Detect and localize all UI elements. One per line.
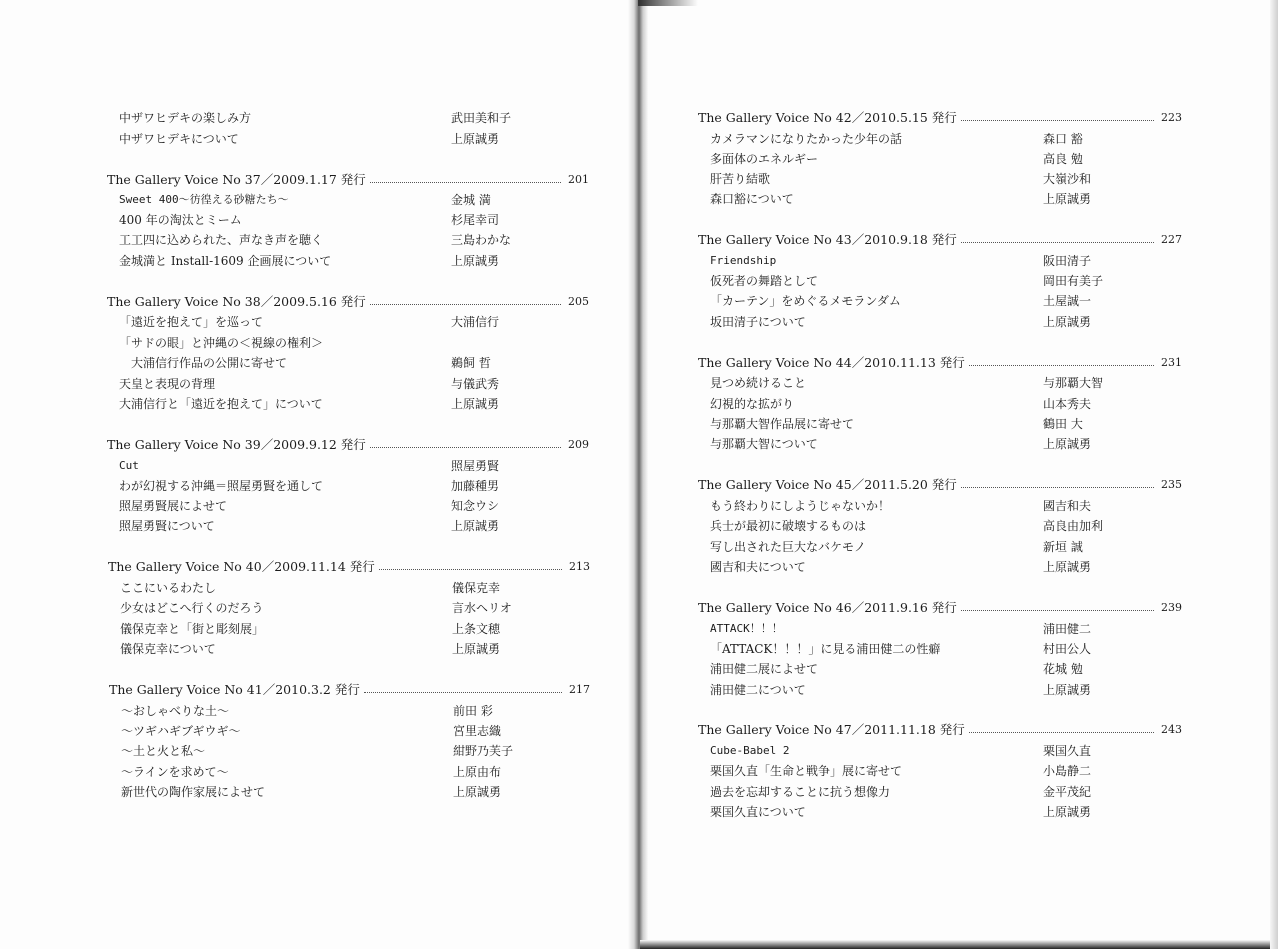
item-author: 宮里志織 [453,724,502,738]
item-author: 村田公人 [1043,642,1092,656]
section-heading [109,680,591,700]
left-page [0,0,636,949]
right-page [642,0,1278,949]
item-title: 与那覇大智について [710,437,818,451]
item-title: 仮死者の舞踏として [710,274,819,288]
item-title: 幻視的な拡がり [710,397,795,411]
item-author: 高良 勉 [1043,152,1083,166]
item-author: 大嶺沙和 [1043,172,1092,186]
item-author: 大浦信行 [451,315,500,329]
item-title: もう終わりにしようじゃないか！ [710,499,891,513]
item-title: 写し出された巨大なバケモノ [710,540,866,554]
list-item [119,108,539,128]
item-author: 上原誠勇 [1043,437,1092,451]
item-title: ～土と火と私～ [121,744,206,758]
item-title: 森口豁について [710,192,794,206]
section-heading [107,170,589,190]
leader-dots [961,120,1154,121]
item-title: 新世代の陶作家展によせて [121,785,266,799]
page-number: 217 [569,683,590,696]
section-heading [698,598,1180,618]
item-title: 少女はどこへ行くのだろう [120,601,264,615]
item-author: 与儀武秀 [451,377,500,391]
section-heading [108,557,590,577]
item-author: 上原由布 [453,765,502,779]
section-heading [698,720,1180,740]
issue-title: The Gallery Voice No 40／2009.11.14 発行 [108,559,375,574]
item-title: 國吉和夫について [710,560,806,574]
item-author: 前田 彩 [453,704,493,718]
item-author: 小島静二 [1043,764,1092,778]
item-author: 上原誠勇 [1043,315,1092,329]
issue-title: The Gallery Voice No 42／2010.5.15 発行 [698,110,957,125]
item-author: 土屋誠一 [1043,294,1092,308]
leader-dots [969,732,1154,733]
leader-dots [370,447,561,448]
item-author: 森口 豁 [1043,132,1083,146]
item-author: 杉尾幸司 [451,213,500,227]
item-author: 与那覇大智 [1043,376,1104,390]
item-author: 高良由加利 [1043,519,1104,533]
item-title: 「ATTACK！！！」に見る浦田健二の性癖 [710,642,941,656]
book-gutter [628,0,648,949]
item-author: 栗国久直 [1043,744,1092,758]
item-title: 大浦信行と「遠近を抱えて」について [119,397,323,411]
item-title: 兵士が最初に破壊するものは [710,519,867,533]
item-title: Sweet 400～彷徨える砂糖たち～ [119,193,289,206]
issue-title: The Gallery Voice No 37／2009.1.17 発行 [107,172,366,187]
item-title: 見つめ続けること [710,376,807,390]
item-title: 中ザワヒデキについて [119,132,239,146]
item-title: ～ツギハギブギウギ～ [121,724,241,738]
item-title: ～おしゃべりな土～ [121,704,230,718]
item-author: 岡田有美子 [1043,274,1104,288]
issue-title: The Gallery Voice No 41／2010.3.2 発行 [109,682,360,697]
item-author: 鶴田 大 [1043,417,1083,431]
leader-dots [969,365,1154,366]
item-title: 金城満と Install-1609 企画展について [119,254,332,268]
item-title: わが幻視する沖縄＝照屋勇賢を通して [119,479,324,493]
item-title: 浦田健二について [710,683,806,697]
item-title: 儀保克幸と「街と彫刻展」 [120,622,265,636]
item-title: 与那覇大智作品展に寄せて [710,417,855,431]
item-author: 武田美和子 [451,111,512,125]
issue-title: The Gallery Voice No 45／2011.5.20 発行 [698,477,957,492]
item-title: 浦田健二展によせて [710,662,819,676]
page-edge-shadow [638,0,698,6]
page-number: 205 [568,295,589,308]
item-title: 坂田清子について [710,315,806,329]
leader-dots [379,569,562,570]
page-number: 223 [1161,111,1182,124]
item-title: 儀保克幸について [120,642,216,656]
item-author: 加藤種男 [451,479,500,493]
item-author: 上原誠勇 [452,642,501,656]
item-author: 新垣 誠 [1043,540,1083,554]
item-author: 上原誠勇 [1043,683,1092,697]
issue-title: The Gallery Voice No 47／2011.11.18 発行 [698,722,965,737]
item-author: 金城 満 [451,193,491,207]
item-title: 栗国久直について [710,805,806,819]
item-title: 照屋勇賢について [119,519,215,533]
leader-dots [370,182,561,183]
item-author: 上原誠勇 [451,132,500,146]
item-title: 多面体のエネルギー [710,152,819,166]
item-title: 「カーテン」をめぐるメモランダム [710,294,901,308]
item-author: 上原誠勇 [451,254,500,268]
item-title: 中ザワヒデキの楽しみ方 [119,111,252,125]
item-author: 上原誠勇 [453,785,502,799]
page-number: 213 [569,560,590,573]
item-author: 山本秀夫 [1043,397,1092,411]
item-author: 浦田健二 [1043,622,1092,636]
item-author: 鵜飼 哲 [451,356,491,370]
item-title: Cut [119,459,139,472]
issue-title: The Gallery Voice No 43／2010.9.18 発行 [698,232,957,247]
item-title: 過去を忘却することに抗う想像力 [710,785,891,799]
item-title: ATTACK！！！ [710,622,783,635]
item-author: 上原誠勇 [451,397,500,411]
item-title: 天皇と表現の背理 [119,377,216,391]
item-title: 栗国久直「生命と戦争」展に寄せて [710,764,903,778]
page-number: 239 [1161,601,1182,614]
leader-dots [370,304,561,305]
page-number: 243 [1161,723,1182,736]
item-author: 金平茂紀 [1043,785,1092,799]
item-author: 花城 勉 [1043,662,1083,676]
item-title: Cube-Babel 2 [710,744,790,757]
item-author: 上原誠勇 [1043,560,1092,574]
item-author: 國吉和夫 [1043,499,1092,513]
item-title: Friendship [710,254,777,267]
page-right-edge [1270,0,1278,949]
section-heading [698,353,1180,373]
item-author: 上原誠勇 [1043,192,1092,206]
item-title: 「遠近を抱えて」を巡って [119,315,264,329]
issue-title: The Gallery Voice No 46／2011.9.16 発行 [698,600,957,615]
item-author: 三島わかな [451,233,512,247]
page-number: 209 [568,438,589,451]
page-number: 201 [568,173,589,186]
page-number: 231 [1161,356,1182,369]
page-bottom-edge [640,940,1278,949]
item-title: 工工四に込められた、声なき声を聴く [119,233,324,247]
section-heading [107,435,589,455]
item-author: 上条文穂 [452,622,501,636]
item-title: ～ラインを求めて～ [121,765,229,779]
leader-dots [961,610,1154,611]
section-heading [698,108,1180,128]
item-author: 紺野乃芙子 [453,744,514,758]
page-number: 235 [1161,478,1182,491]
leader-dots [961,487,1154,488]
section-heading [107,292,589,312]
item-title: 400 年の淘汰とミーム [119,213,242,227]
section-heading [698,475,1180,495]
issue-title: The Gallery Voice No 44／2010.11.13 発行 [698,355,965,370]
item-author: 上原誠勇 [1043,805,1092,819]
list-item [119,129,539,149]
leader-dots [364,692,562,693]
item-author: 阪田清子 [1043,254,1092,268]
issue-title: The Gallery Voice No 38／2009.5.16 発行 [107,294,366,309]
item-title: 大浦信行作品の公開に寄せて [131,356,288,370]
item-title: カメラマンになりたかった少年の話 [710,132,903,146]
item-author: 知念ウシ [451,499,500,513]
item-title: 「サドの眼」と沖縄の＜視線の権利＞ [119,336,324,350]
section-heading [698,230,1180,250]
item-title: 肝苦り結歌 [710,172,771,186]
item-author: 上原誠勇 [451,519,500,533]
issue-title: The Gallery Voice No 39／2009.9.12 発行 [107,437,366,452]
page-number: 227 [1161,233,1182,246]
item-title: ここにいるわたし [120,581,217,595]
item-author: 儀保克幸 [452,581,501,595]
leader-dots [961,242,1154,243]
item-author: 照屋勇賢 [451,459,500,473]
item-author: 言水ヘリオ [452,601,512,615]
item-title: 照屋勇賢展によせて [119,499,228,513]
